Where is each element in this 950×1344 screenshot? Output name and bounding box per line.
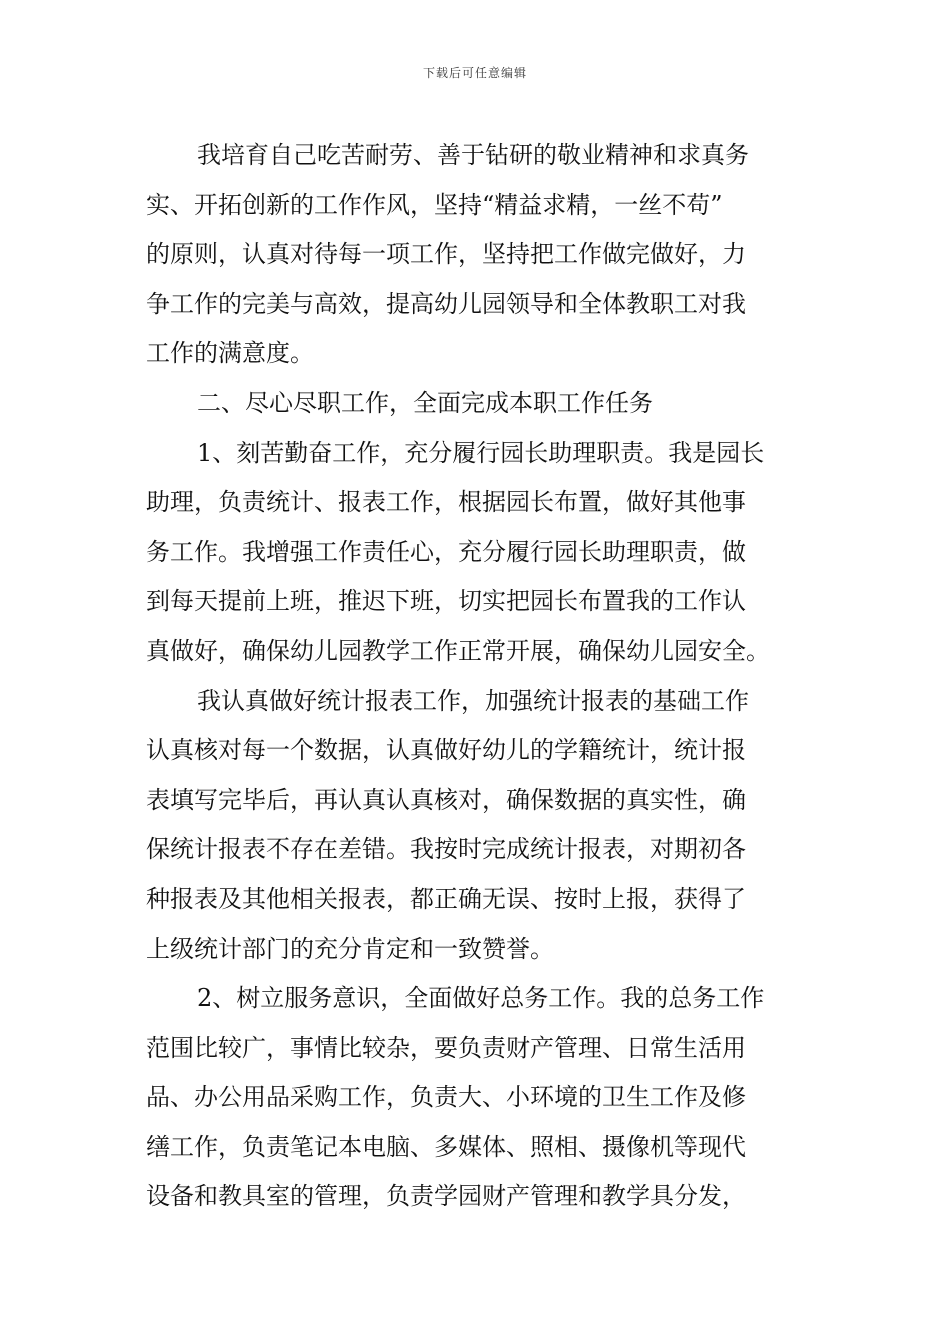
text-line: 务工作。我增强工作责任心，充分履行园长助理职责，做	[146, 537, 746, 566]
text-line: 品、办公用品采购工作，负责大、小环境的卫生工作及修	[146, 1083, 746, 1112]
text-line: 认真核对每一个数据，认真做好幼儿的学籍统计，统计报	[146, 736, 746, 765]
text-line: 缮工作，负责笔记本电脑、多媒体、照相、摄像机等现代	[146, 1132, 746, 1161]
text-line: 的原则，认真对待每一项工作，坚持把工作做完做好，力	[146, 240, 746, 269]
text-line: 实、开拓创新的工作作风，坚持“精益求精，一丝不苟”	[146, 190, 723, 219]
section-heading: 二、尽心尽职工作，全面完成本职工作任务	[197, 388, 653, 417]
text-line: 设备和教具室的管理，负责学园财产管理和教学具分发，	[146, 1182, 746, 1211]
text-line: 工作的满意度。	[146, 339, 314, 368]
text-line: 种报表及其他相关报表，都正确无误、按时上报，获得了	[146, 884, 746, 913]
text-line: 1、刻苦勤奋工作，充分履行园长助理职责。我是园长	[197, 438, 765, 467]
text-line: 争工作的完美与高效，提高幼儿园领导和全体教职工对我	[146, 289, 746, 318]
text-line: 到每天提前上班，推迟下班，切实把园长布置我的工作认	[146, 587, 746, 616]
text-line: 助理，负责统计、报表工作，根据园长布置，做好其他事	[146, 488, 746, 517]
text-line: 我认真做好统计报表工作，加强统计报表的基础工作	[197, 686, 749, 715]
header-note: 下载后可任意编辑	[422, 66, 527, 80]
text-line: 2、树立服务意识，全面做好总务工作。我的总务工作	[197, 984, 765, 1013]
text-line: 范围比较广，事情比较杂，要负责财产管理、日常生活用	[146, 1033, 746, 1062]
body-text	[146, 131, 810, 1222]
text-line: 表填写完毕后，再认真认真核对，确保数据的真实性，确	[146, 785, 746, 814]
text-line: 真做好，确保幼儿园教学工作正常开展，确保幼儿园安全。	[146, 636, 770, 665]
text-line: 上级统计部门的充分肯定和一致赞誉。	[146, 934, 554, 963]
text-line: 保统计报表不存在差错。我按时完成统计报表，对期初各	[146, 835, 746, 864]
text-line: 我培育自己吃苦耐劳、善于钻研的敬业精神和求真务	[197, 141, 749, 169]
